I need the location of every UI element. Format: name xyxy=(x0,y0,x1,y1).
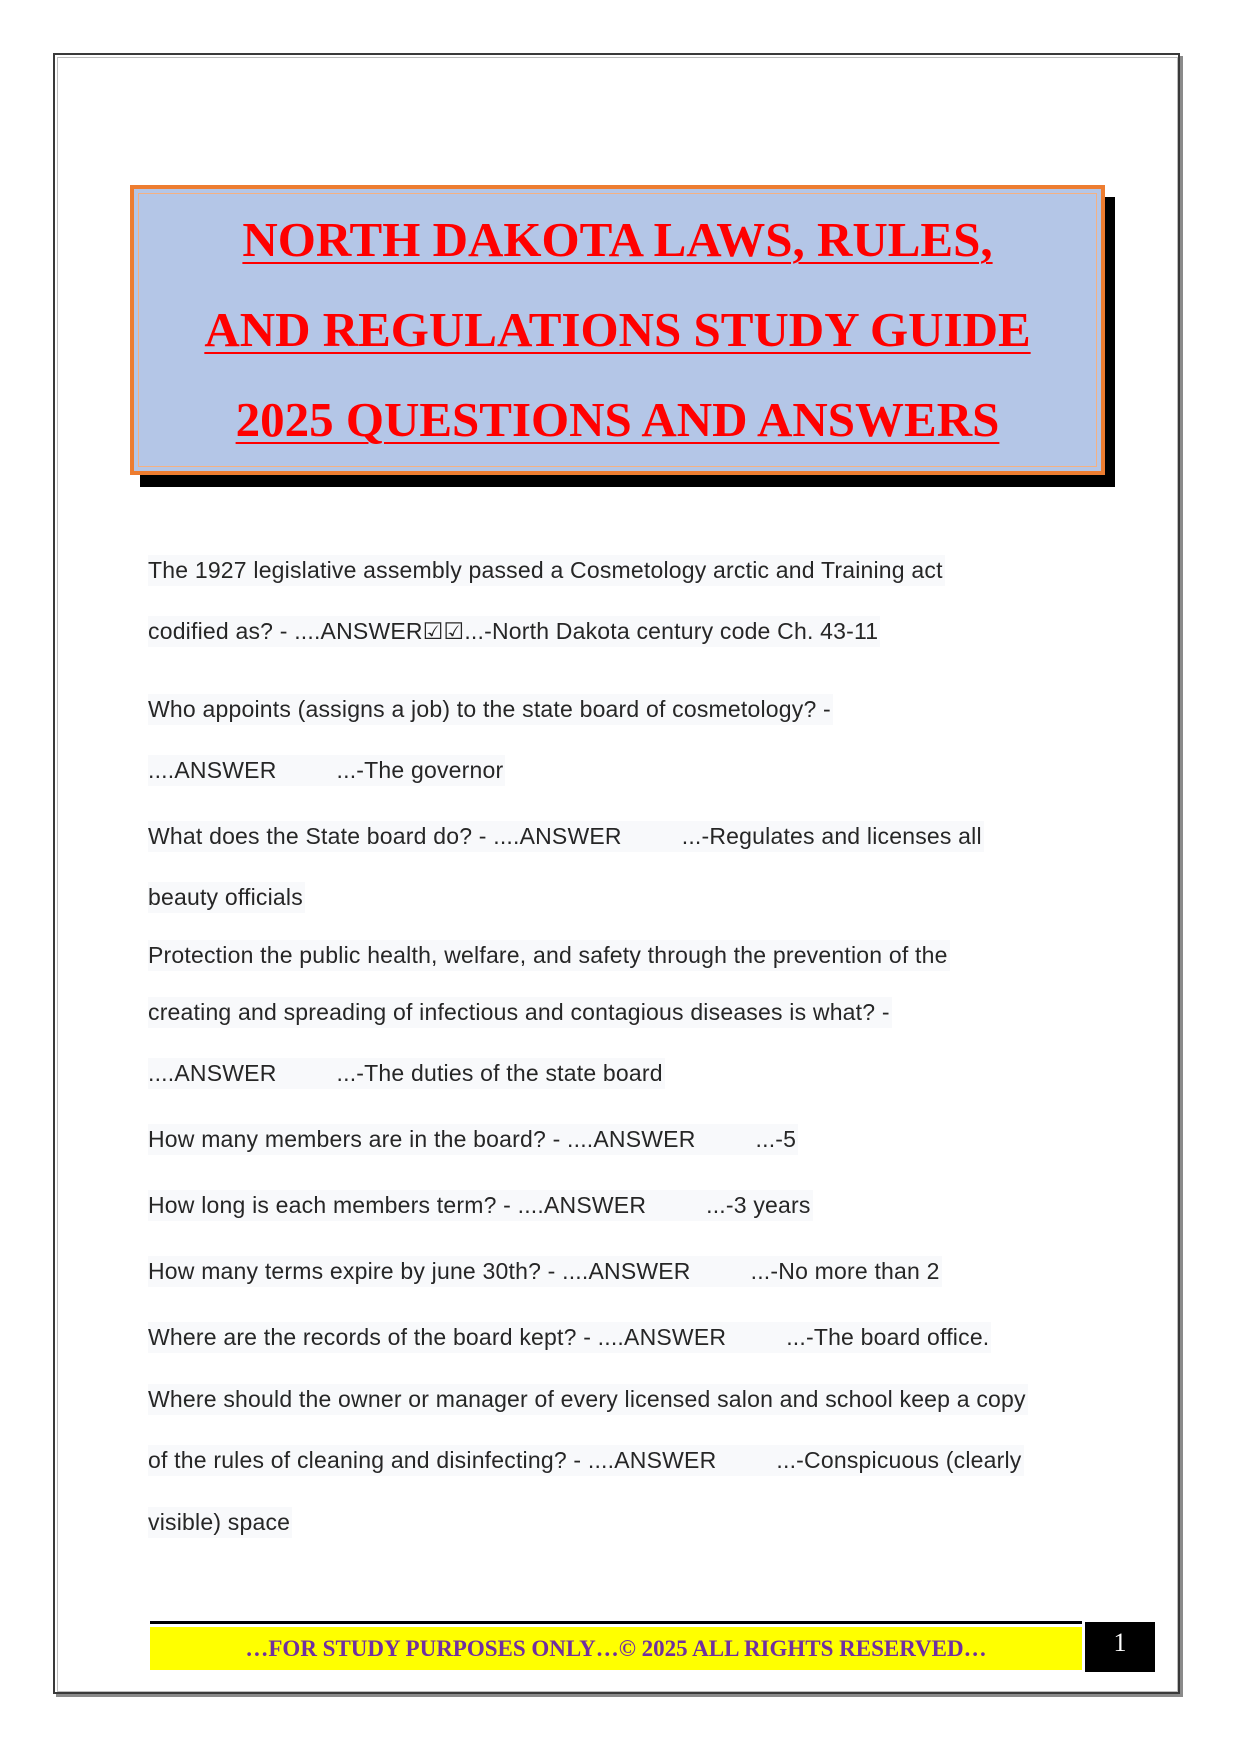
qa-line: Who appoints (assigns a job) to the state board of cosmetology? - xyxy=(148,694,833,725)
answer-text: ...-The governor xyxy=(336,757,504,783)
title-box xyxy=(130,185,1105,475)
footer-rule xyxy=(150,1621,1082,1624)
question-text: Where are the records of the board kept? - ....ANSWER xyxy=(148,1324,727,1350)
answer-text: ...-Regulates and licenses all xyxy=(681,823,982,849)
qa-line: The 1927 legislative assembly passed a Cosmetology arctic and Training act xyxy=(148,555,945,586)
qa-line xyxy=(148,1124,798,1155)
answer-label: ....ANSWER xyxy=(148,1060,277,1086)
question-text: How many terms expire by june 30th? - ....ANSWER xyxy=(148,1258,691,1284)
qa-line xyxy=(148,1322,991,1353)
qa-line: Protection the public health, welfare, and safety through the prevention of the xyxy=(148,940,950,971)
question-text: of the rules of cleaning and disinfecting? - ....ANSWER xyxy=(148,1447,717,1473)
footer-text: …FOR STUDY PURPOSES ONLY…© 2025 ALL RIGHTS RESERVED… xyxy=(245,1635,987,1661)
qa-line xyxy=(148,1058,665,1089)
title-line-1: NORTH DAKOTA LAWS, RULES, xyxy=(242,212,993,267)
answer-text: ...-Conspicuous (clearly xyxy=(776,1447,1022,1473)
question-text: How many members are in the board? - ....ANSWER xyxy=(148,1126,696,1152)
footer-bar xyxy=(150,1627,1082,1670)
qa-line xyxy=(148,821,984,852)
page-number: 1 xyxy=(1085,1622,1155,1672)
qa-line: Where should the owner or manager of every licensed salon and school keep a copy xyxy=(148,1384,1028,1415)
answer-text: ...-The board office. xyxy=(786,1324,990,1350)
title-line-2: AND REGULATIONS STUDY GUIDE xyxy=(204,302,1031,357)
qa-line xyxy=(148,1445,1024,1476)
answer-text: ...-3 years xyxy=(706,1192,811,1218)
qa-line: beauty officials xyxy=(148,882,305,913)
qa-line: creating and spreading of infectious and contagious diseases is what? - xyxy=(148,997,892,1028)
question-text: How long is each members term? - ....ANSWER xyxy=(148,1192,647,1218)
title-line-3: 2025 QUESTIONS AND ANSWERS xyxy=(235,392,1000,447)
question-text: What does the State board do? - ....ANSWER xyxy=(148,823,622,849)
answer-text: ...-No more than 2 xyxy=(750,1258,940,1284)
qa-line: visible) space xyxy=(148,1507,292,1538)
answer-label: ....ANSWER xyxy=(148,757,277,783)
answer-text: ...-5 xyxy=(755,1126,797,1152)
qa-line xyxy=(148,1190,813,1221)
qa-line xyxy=(148,755,505,786)
qa-line xyxy=(148,1256,942,1287)
qa-line xyxy=(148,616,880,647)
qa-text: codified as? - ....ANSWER☑☑...-North Dakota century code Ch. 43-11 xyxy=(148,618,879,644)
answer-text: ...-The duties of the state board xyxy=(336,1060,663,1086)
